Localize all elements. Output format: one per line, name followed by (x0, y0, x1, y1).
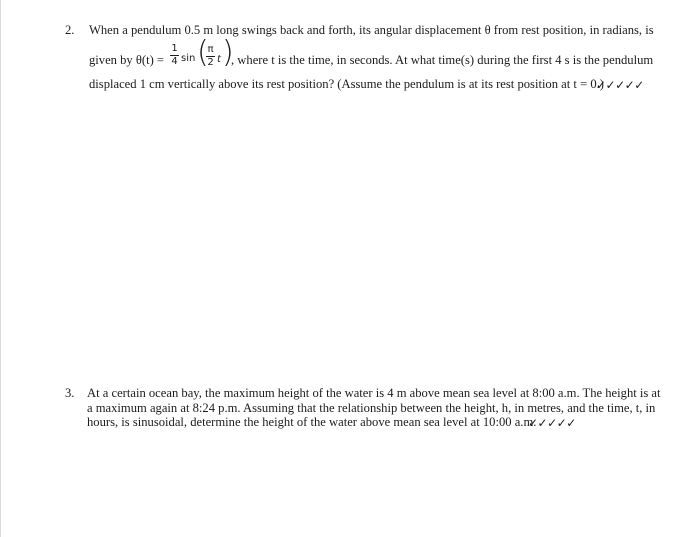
formula-sin: sin (181, 53, 196, 64)
question-3-line-2: a maximum again at 8:24 p.m. Assuming that the relationship between the height, h, in metres, and the time, t, in (87, 401, 656, 415)
question-2-line-3: displaced 1 cm vertically above its rest position? (Assume the pendulum is at its rest position at t = 0.) (89, 77, 604, 91)
formula-t: t (217, 54, 221, 65)
fraction-numerator: 1 (171, 43, 178, 54)
formula-right-paren: ) (222, 35, 234, 70)
question-2-formula-intro: given by θ(t) = (89, 53, 165, 67)
formula-fraction-1-4 (170, 44, 179, 67)
mark-ticks: ✓✓✓✓✓ (528, 416, 576, 430)
question-3-line-1: At a certain ocean bay, the maximum height of the water is 4 m above mean sea level at 8:00 a.m. The height is at (87, 386, 661, 400)
fraction-numerator: π (207, 44, 214, 55)
question-2-line-2: , where t is the time, in seconds. At what time(s) during the first 4 s is the pendulum (231, 53, 654, 67)
fraction-denominator: 2 (207, 57, 214, 68)
question-2-line-1: When a pendulum 0.5 m long swings back and forth, its angular displacement θ from rest position, in radians, is (89, 23, 654, 37)
formula-fraction-pi-2 (206, 45, 215, 68)
formula-left-paren: ( (197, 35, 209, 70)
mark-ticks: ✓✓✓✓✓ (596, 78, 644, 92)
fraction-denominator: 4 (171, 56, 178, 67)
question-3-line-3: hours, is sinusoidal, determine the height of the water above mean sea level at 10:00 a.m. (87, 415, 537, 429)
question-3-number: 3. (65, 386, 75, 400)
question-2-number: 2. (65, 23, 75, 37)
